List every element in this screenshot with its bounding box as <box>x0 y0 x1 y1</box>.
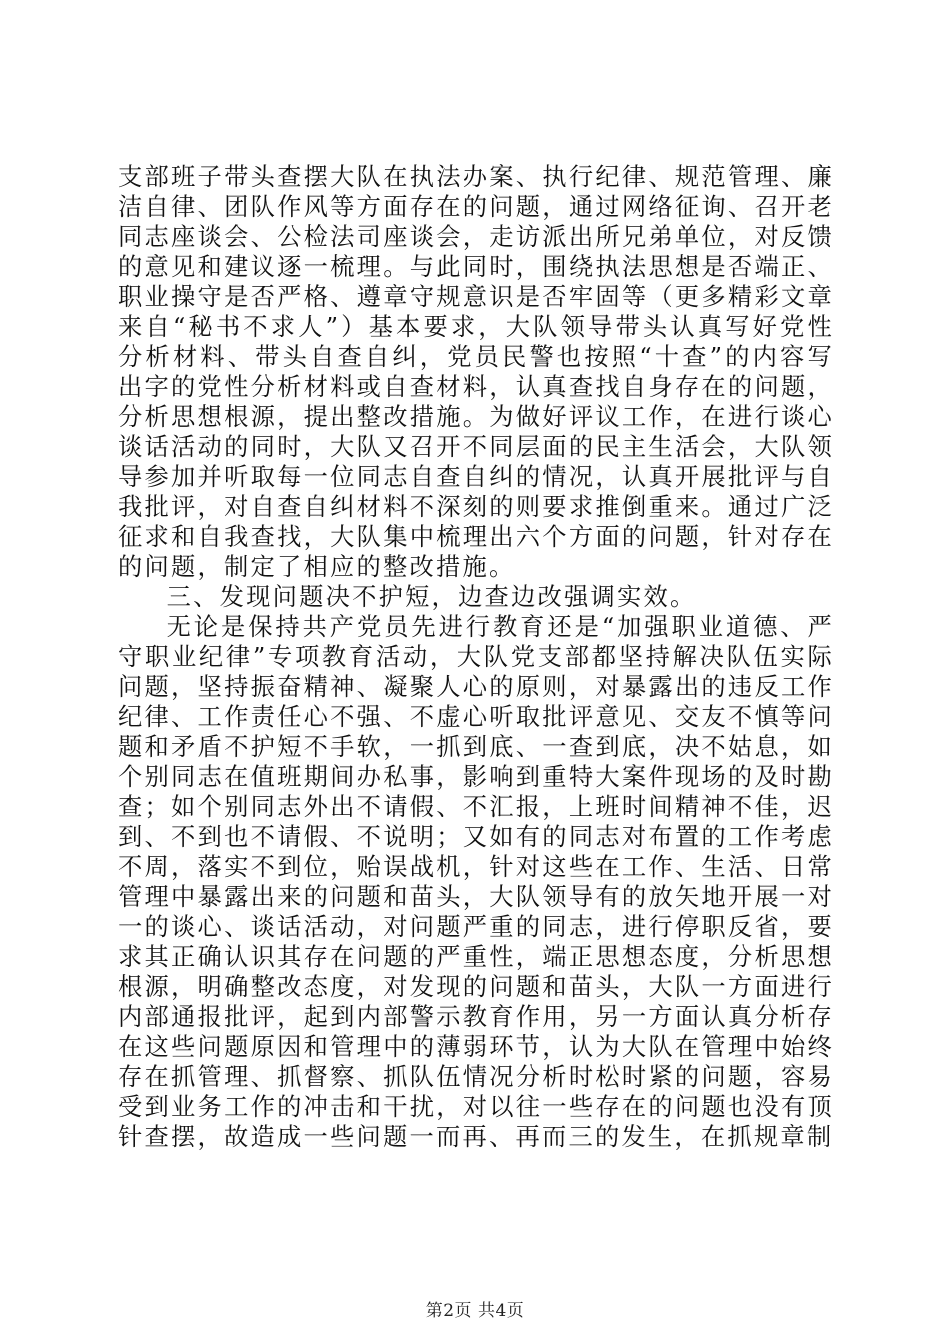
document-body <box>118 162 834 1152</box>
section-heading: 三、发现问题决不护短，边查边改强调实效。 <box>166 582 697 611</box>
paragraph-continuation: 支部班子带头查摆大队在执法办案、执行纪律、规范管理、廉洁自律、团队作风等方面存在的问题，通过网络征询、召开老同志座谈会、公检法司座谈会，走访派出所兄弟单位，对反馈的意见和建议逐一梳理。与此同时，围绕执法思想是否端正、职业操守是否严格、遵章守规意识是否牢固等（更多精彩文章来自“秘书不求人”）基本要求，大队领导带头认真写好党性分析材料、带头自查自纠，党员民警也按照“十查”的内容写出字的党性分析材料或自查材料，认真查找自身存在的问题，分析思想根源，提出整改措施。为做好评议工作，在进行谈心谈话活动的同时，大队又召开不同层面的民主生活会，大队领导参加并听取每一位同志自查自纠的情况，认真开展批评与自我批评，对自查自纠材料不深刻的则要求推倒重来。通过广泛征求和自我查找，大队集中梳理出六个方面的问题，针对存在的问题，制定了相应的整改措施。 <box>118 162 834 581</box>
paragraph: 无论是保持共产党员先进行教育还是“加强职业道德、严守职业纪律”专项教育活动，大队党支部都坚持解决队伍实际问题，坚持振奋精神、凝聚人心的原则，对暴露出的违反工作纪律、工作责任心不强、不虚心听取批评意见、交友不慎等问题和矛盾不护短不手软，一抓到底、一查到底，决不姑息，如个别同志在值班期间办私事，影响到重特大案件现场的及时勘查；如个别同志外出不请假、不汇报，上班时间精神不佳，迟到、不到也不请假、不说明；又如有的同志对布置的工作考虑不周，落实不到位，贻误战机，针对这些在工作、生活、日常管理中暴露出来的问题和苗头，大队领导有的放矢地开展一对一的谈心、谈话活动，对问题严重的同志，进行停职反省，要求其正确认识其存在问题的严重性，端正思想态度，分析思想根源，明确整改态度，对发现的问题和苗头，大队一方面进行内部通报批评，起到内部警示教育作用，另一方面认真分析存在这些问题原因和管理中的薄弱环节，认为大队在管理中始终存在抓管理、抓督察、抓队伍情况分析时松时紧的问题，容易受到业务工作的冲击和干扰，对以往一些存在的问题也没有顶针查摆，故造成一些问题一而再、再而三的发生，在抓规章制 <box>118 612 834 1151</box>
page-number-footer: 第2页 共4页 <box>425 1301 525 1321</box>
